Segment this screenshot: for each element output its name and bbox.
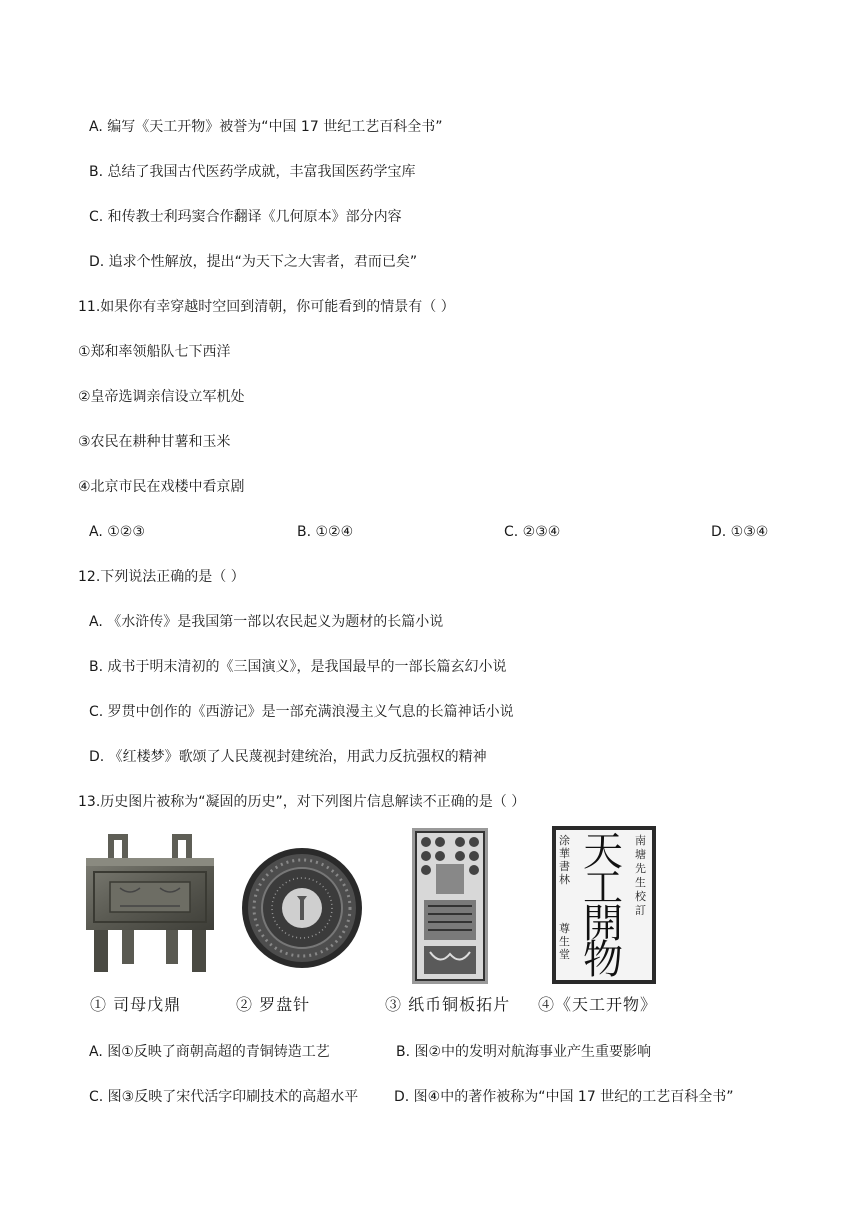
q10-option-a: A. 编写《天工开物》被誉为“中国 17 世纪工艺百科全书” bbox=[89, 119, 443, 135]
q11-item-1: ①郑和率领船队七下西洋 bbox=[78, 344, 231, 360]
book-title: 天工開物 bbox=[583, 829, 623, 983]
q12-stem: 12.下列说法正确的是（ ） bbox=[78, 569, 245, 585]
q11-item-3: ③农民在耕种甘薯和玉米 bbox=[78, 434, 231, 450]
book-hall-label: 尊生堂 bbox=[559, 922, 570, 961]
q12-option-c: C. 罗贯中创作的《西游记》是一部充满浪漫主义气息的长篇神话小说 bbox=[89, 704, 514, 720]
q10-option-d: D. 追求个性解放，提出“为天下之大害者，君而已矣” bbox=[89, 254, 418, 270]
q13-stem: 13.历史图片被称为“凝固的历史”，对下列图片信息解读不正确的是（ ） bbox=[78, 794, 526, 810]
caption-compass: ② 罗盘针 bbox=[236, 995, 311, 1014]
caption-paper-money: ③ 纸币铜板拓片 bbox=[385, 995, 511, 1014]
q10-option-b: B. 总结了我国古代医药学成就，丰富我国医药学宝库 bbox=[89, 164, 416, 180]
q11-option-c: C. ②③④ bbox=[504, 524, 561, 540]
q11-option-a: A. ①②③ bbox=[89, 524, 145, 540]
q13-option-c: C. 图③反映了宋代活字印刷技术的高超水平 bbox=[89, 1089, 359, 1105]
q13-option-b: B. 图②中的发明对航海事业产生重要影响 bbox=[396, 1044, 652, 1060]
q12-option-b: B. 成书于明末清初的《三国演义》，是我国最早的一部长篇玄幻小说 bbox=[89, 659, 507, 675]
q12-option-d: D. 《红楼梦》歌颂了人民蔑视封建统治，用武力反抗强权的精神 bbox=[89, 749, 487, 765]
caption-tiangong: ④《天工开物》 bbox=[538, 995, 658, 1014]
q11-option-b: B. ①②④ bbox=[297, 524, 354, 540]
caption-ding: ① 司母戊鼎 bbox=[90, 995, 182, 1014]
compass-image bbox=[240, 826, 365, 976]
q13-option-a: A. 图①反映了商朝高超的青铜铸造工艺 bbox=[89, 1044, 330, 1060]
book-editor-label: 南塘先生校訂 bbox=[635, 834, 646, 917]
q11-stem: 11.如果你有幸穿越时空回到清朝，你可能看到的情景有（ ） bbox=[78, 299, 455, 315]
q13-option-d: D. 图④中的著作被称为“中国 17 世纪的工艺百科全书” bbox=[394, 1089, 734, 1105]
q10-option-c: C. 和传教士利玛窦合作翻译《几何原本》部分内容 bbox=[89, 209, 402, 225]
paper-money-rubbing-image bbox=[410, 826, 490, 986]
book-publisher-label: 涂華書林 bbox=[559, 834, 570, 886]
tiangong-kaiwu-cover-image bbox=[552, 826, 656, 984]
q11-option-d: D. ①③④ bbox=[711, 524, 769, 540]
q11-item-2: ②皇帝选调亲信设立军机处 bbox=[78, 389, 245, 405]
simuwu-ding-image bbox=[80, 826, 220, 976]
q12-option-a: A. 《水浒传》是我国第一部以农民起义为题材的长篇小说 bbox=[89, 614, 444, 630]
q11-item-4: ④北京市民在戏楼中看京剧 bbox=[78, 479, 245, 495]
